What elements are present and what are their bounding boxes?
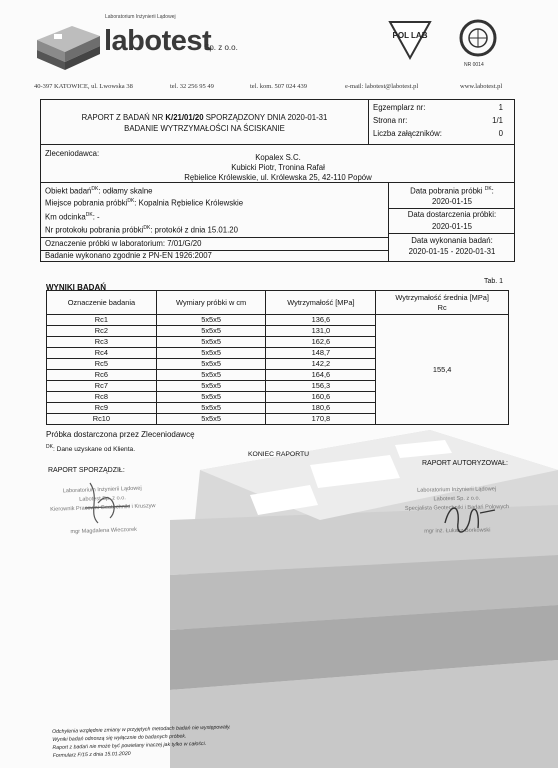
divider: [389, 233, 515, 234]
copy-label: Egzemplarz nr:: [373, 103, 426, 112]
page-row: [373, 116, 513, 127]
logo-suffix: Sp. z o.o.: [204, 43, 238, 52]
footer-notes: [52, 721, 313, 760]
copy-info-cell: [369, 100, 515, 145]
table-label: Tab. 1: [484, 278, 504, 285]
stamp-name: mgr Magdalena Wieczorek: [70, 526, 138, 536]
report-title-prefix: RAPORT Z BADAŃ NR: [81, 113, 164, 122]
row-strength: 170,8: [266, 414, 376, 425]
client-cell: [41, 145, 515, 183]
divider: [41, 237, 389, 238]
km-row: [45, 212, 100, 222]
km-label: Km odcinka: [45, 212, 86, 222]
object-label: Obiekt badań: [45, 186, 92, 196]
report-title-cell: [41, 100, 369, 145]
dk-note: [46, 444, 135, 453]
end-of-report: KONIEC RAPORTU: [248, 451, 310, 458]
copy-row: [373, 103, 513, 114]
row-dimensions: 5x5x5: [156, 403, 266, 414]
header-label: Oznaczenie badania: [47, 291, 157, 315]
row-dimensions: 5x5x5: [156, 348, 266, 359]
table-row: [47, 315, 509, 326]
row-strength: 162,6: [266, 337, 376, 348]
footer-line: Formularz F/15 z dnia 15.01.2020: [52, 750, 131, 759]
client-name: Kopalex S.C.: [255, 153, 301, 162]
report-info-box: [40, 99, 515, 262]
footer-line: Odchylenia względnie zmiany w przyjętych metodach badań nie występowały.: [52, 724, 231, 735]
pollab-text: POL LAB: [392, 31, 428, 40]
protocol-row: [45, 225, 238, 235]
prepared-by-label: RAPORT SPORZĄDZIŁ:: [48, 467, 125, 474]
sampling-date-label: Data pobrania próbki $^{DK}$:: [410, 186, 494, 196]
report-number: K/21/01/20: [165, 113, 204, 122]
row-strength: 131,0: [266, 326, 376, 337]
object-value: : odłamy skalne: [98, 186, 153, 196]
delivery-date-label: Data dostarczenia próbki:: [407, 210, 497, 219]
row-label: Rc10: [47, 414, 157, 425]
row-dimensions: 5x5x5: [156, 337, 266, 348]
header-dimensions: Wymiary próbki w cm: [156, 291, 266, 315]
row-label: Rc4: [47, 348, 157, 359]
dk-marker: DK: [143, 225, 151, 231]
test-date-label: Data wykonania badań:: [411, 236, 493, 245]
mean-strength: 155,4: [376, 315, 509, 425]
logo-name: labotest: [104, 25, 212, 57]
stamp-line: Laboratorium Inżynierii Lądowej: [62, 485, 142, 495]
attachments-row: [373, 129, 513, 140]
dk-marker: DK: [46, 444, 53, 450]
protocol-value: : protokół z dnia 15.01.20: [150, 225, 238, 235]
sample-info-cell: [41, 183, 389, 262]
dk-marker: DK: [127, 198, 135, 204]
authorized-by-label: RAPORT AUTORYZOWAŁ:: [422, 460, 508, 467]
row-dimensions: 5x5x5: [156, 326, 266, 337]
test-standard: Badanie wykonano zgodnie z PN-EN 1926:2007: [45, 251, 212, 260]
report-title: [41, 112, 368, 123]
contact-phone: tel. 32 256 95 49: [170, 83, 214, 90]
labotest-logo-icon: [32, 12, 102, 74]
table-header-row: [47, 291, 509, 315]
place-value: : Kopalnia Rębielice Królewskie: [134, 198, 244, 208]
page-value: 1/1: [492, 116, 503, 125]
dk-marker: DK: [85, 212, 93, 218]
row-dimensions: 5x5x5: [156, 381, 266, 392]
row-strength: 142,2: [266, 359, 376, 370]
footer-line: Raport z badań nie może być powielany inaczej jak tylko w całości.: [52, 740, 207, 751]
row-strength: 160,6: [266, 392, 376, 403]
results-body: [47, 315, 509, 425]
client-label: Zleceniodawca:: [45, 149, 100, 158]
dk-marker: DK: [484, 186, 492, 192]
sample-marking: Oznaczenie próbki w laboratorium: 7/01/G/20: [45, 239, 202, 248]
row-dimensions: 5x5x5: [156, 414, 266, 425]
stamp-line: Labotest Sp. z o.o.: [79, 495, 126, 503]
place-label: Miejsce pobrania próbki: [45, 198, 128, 208]
header-mean-title: Wytrzymałość średnia [MPa]: [395, 292, 489, 302]
row-label: Rc2: [47, 326, 157, 337]
copy-value: 1: [498, 103, 503, 112]
sampling-date: 2020-01-15: [432, 197, 472, 206]
contact-mobile: tel. kom. 507 024 439: [250, 83, 308, 90]
delivery-date: 2020-01-15: [432, 222, 472, 231]
contact-email: e-mail: labotest@labotest.pl: [345, 83, 419, 90]
dates-cell: [389, 183, 515, 262]
page-label: Strona nr:: [373, 116, 408, 125]
object-row: [45, 186, 153, 196]
stamp-line: Kierownik Pracowni Geotechniki i Kruszyw: [50, 503, 156, 513]
header-mean-symbol: Rc: [437, 302, 447, 312]
signature-prepared-icon: [80, 478, 140, 528]
dk-note-text: : Dane uzyskane od Klienta.: [52, 446, 136, 454]
certification-logo-icon: [458, 18, 498, 58]
report-title-suffix: SPORZĄDZONY DNIA 2020-01-31: [205, 113, 328, 122]
header-mean: [376, 291, 509, 315]
contact-address: 40-397 KATOWICE, ul. Lwowska 38: [34, 83, 133, 90]
results-table: [46, 290, 509, 425]
row-strength: 136,6: [266, 315, 376, 326]
row-label: Rc6: [47, 370, 157, 381]
row-strength: 164,6: [266, 370, 376, 381]
test-date: 2020-01-15 - 2020-01-31: [408, 247, 496, 256]
row-label: Rc8: [47, 392, 157, 403]
row-label: Rc7: [47, 381, 157, 392]
client-address: Rębielice Królewskie, ul. Królewska 25, 42-110 Popów: [184, 173, 372, 182]
sampling-label-text: Data pobrania próbki: [410, 186, 483, 196]
sample-note: Próbka dostarczona przez Zleceniodawcę: [46, 430, 195, 439]
row-label: Rc1: [47, 315, 157, 326]
row-dimensions: 5x5x5: [156, 370, 266, 381]
stamp-line: Specjalista Geotechniki i Badań Polowych: [404, 504, 510, 512]
pollab-logo-icon: [388, 18, 432, 62]
header-strength: Wytrzymałość [MPa]: [266, 291, 376, 315]
row-label: Rc3: [47, 337, 157, 348]
stamp-name: mgr inż. Łukasz Borkowski: [424, 527, 491, 535]
km-value: : -: [92, 212, 100, 222]
attachments-label: Liczba załączników:: [373, 129, 442, 138]
row-dimensions: 5x5x5: [156, 392, 266, 403]
contact-website: www.labotest.pl: [460, 83, 503, 90]
row-strength: 148,7: [266, 348, 376, 359]
results-title: WYNIKI BADAŃ: [46, 283, 106, 292]
row-label: Rc9: [47, 403, 157, 414]
signature-authorized-icon: [440, 498, 500, 543]
stamp-line: Labotest Sp. z o.o.: [433, 495, 481, 503]
footer-line: Wyniki badań odnoszą się wyłącznie do badanych próbek.: [52, 733, 187, 743]
protocol-label: Nr protokołu pobrania próbki: [45, 225, 144, 235]
client-owners: Kubicki Piotr, Tronina Rafał: [231, 163, 325, 172]
lab-subtitle: Laboratorium Inżynierii Lądowej: [105, 14, 176, 20]
accreditation-number: NR 0014: [464, 62, 484, 68]
row-strength: 156,3: [266, 381, 376, 392]
place-row: [45, 198, 243, 208]
row-dimensions: 5x5x5: [156, 359, 266, 370]
dk-marker: DK: [91, 186, 99, 192]
divider: [389, 208, 515, 209]
stamp-line: Laboratorium Inżynierii Lądowej: [417, 486, 497, 494]
report-subtitle: BADANIE WYTRZYMAŁOŚCI NA ŚCISKANIE: [124, 124, 285, 133]
attachments-value: 0: [498, 129, 503, 138]
row-strength: 180,6: [266, 403, 376, 414]
row-label: Rc5: [47, 359, 157, 370]
row-dimensions: 5x5x5: [156, 315, 266, 326]
